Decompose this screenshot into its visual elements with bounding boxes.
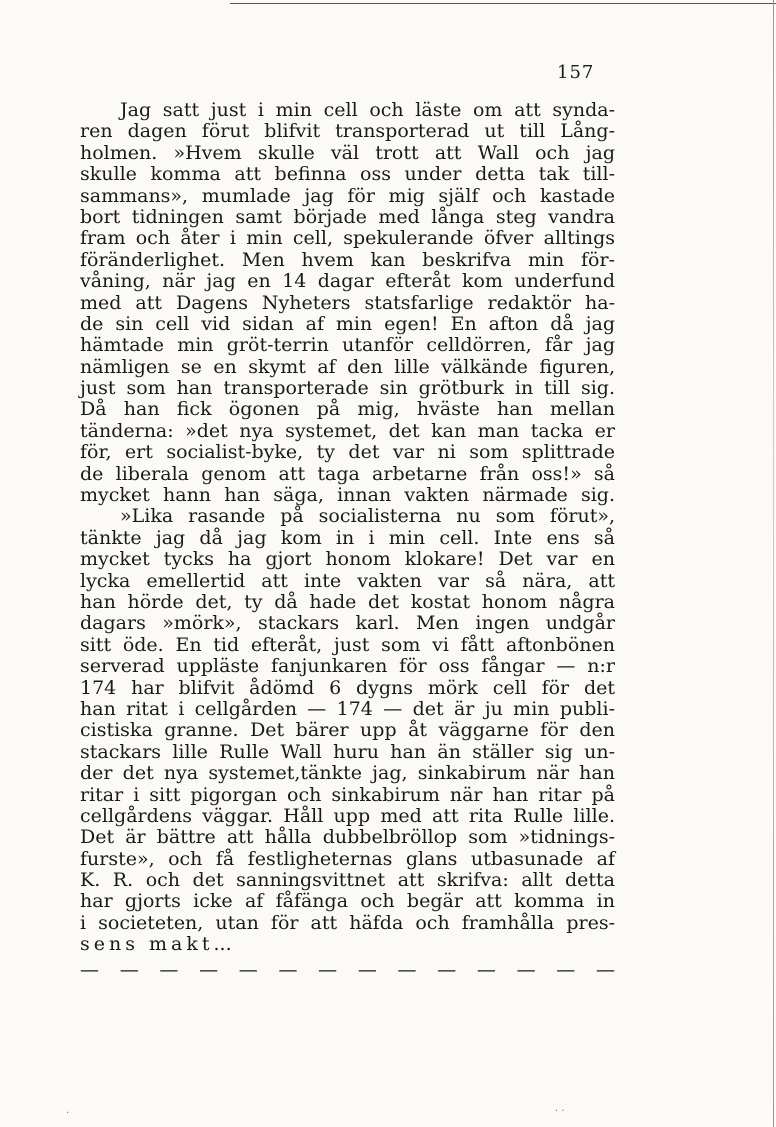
- text-line: cellgårdens väggar. Håll upp med att rita Rulle lille.: [80, 804, 615, 827]
- separator-dash: —: [199, 958, 219, 981]
- text-line: stackars lille Rulle Wall huru han än ställer sig un-: [80, 740, 615, 763]
- print-speck: ·: [66, 1108, 70, 1119]
- text-line: de sin cell vid sidan af min egen! En afton då jag: [80, 312, 615, 335]
- text-line: furste», och få festligheternas glans utbasunade af: [80, 847, 615, 870]
- text-line: våning, när jag en 14 dagar efteråt kom underfund: [80, 270, 615, 293]
- text-line: tänkte jag då jag kom in i min cell. Inte ens så: [80, 526, 615, 549]
- text-line: cistiska granne. Det bärer upp åt väggarne för den: [80, 719, 615, 742]
- text-line: för, ert socialist-byke, ty det var ni som splittrade: [80, 441, 615, 464]
- text-line: fram och åter i min cell, spekulerande öfver alltings: [80, 227, 615, 250]
- text-line: »Lika rasande på socialisterna nu som förut»,: [120, 505, 615, 528]
- text-line: K. R. och det sanningsvittnet att skrifva: allt detta: [80, 869, 615, 892]
- text-line: nämligen se en skymt af den lille välkände figuren,: [80, 355, 615, 378]
- text-line: tänderna: »det nya systemet, det kan man tacka er: [80, 419, 615, 442]
- separator-dash: —: [278, 958, 298, 981]
- text-line: hämtade min gröt-terrin utanför celldörren, får jag: [80, 334, 615, 357]
- separator-dash: —: [80, 958, 99, 981]
- text-line: sitt öde. En tid efteråt, just som vi fått aftonbönen: [80, 633, 615, 656]
- text-line: bort tidningen samt började med långa steg vandra: [80, 205, 615, 228]
- text-lines: [80, 100, 615, 934]
- text-line: holmen. »Hvem skulle väl trott att Wall och jag: [80, 141, 615, 164]
- text-line: lycka emellertid att inte vakten var så nära, att: [80, 569, 615, 592]
- separator-dash: —: [516, 958, 536, 981]
- text-line: föränderlighet. Men hvem kan beskrifva min för-: [80, 248, 615, 271]
- text-line: ren dagen förut blifvit transporterad ut till Lång-: [80, 120, 615, 143]
- text-line: serverad uppläste fanjunkaren för oss fångar — n:r: [80, 655, 615, 678]
- text-line-final: [80, 934, 615, 955]
- text-line: med att Dagens Nyheters statsfarlige redaktör ha-: [80, 291, 615, 314]
- separator-dash: —: [238, 958, 258, 981]
- text-line: ritar i sitt pigorgan och sinkabirum när han ritar på: [80, 783, 615, 806]
- text-line: Jag satt just i min cell och läste om att synda-: [120, 99, 615, 121]
- spaced-text: sens makt: [80, 933, 214, 956]
- text-line: mycket hann han säga, innan vakten närmade sig.: [80, 484, 615, 507]
- separator-dash: —: [119, 958, 139, 981]
- top-border-line: [230, 3, 776, 4]
- separator-dash: —: [159, 958, 179, 981]
- separator-dash: —: [556, 958, 576, 981]
- text-line: 174 har blifvit ådömd 6 dygns mörk cell för det: [80, 676, 615, 699]
- text-line: der det nya systemet,tänkte jag, sinkabirum när han: [80, 762, 615, 785]
- ellipsis: ...: [213, 933, 232, 956]
- body-text: [80, 100, 615, 980]
- separator-dash: —: [357, 958, 377, 981]
- text-line: mycket tycks ha gjort honom klokare! Det var en: [80, 548, 615, 571]
- separator-dash: —: [595, 958, 615, 981]
- separator-dash: —: [437, 958, 457, 981]
- page-number: 157: [557, 62, 595, 83]
- text-line: dagars »mörk», stackars karl. Men ingen undgår: [80, 612, 615, 635]
- text-line: de liberala genom att taga arbetarne från oss!» så: [80, 462, 615, 485]
- text-line: har gjorts icke af fåfänga och begär att komma in: [80, 890, 615, 913]
- text-line: han ritat i cellgården — 174 — det är ju min publi-: [80, 697, 615, 720]
- page-edge: [773, 0, 774, 1127]
- text-line: skulle komma att befinna oss under detta tak till-: [80, 163, 615, 186]
- separator-dash: —: [476, 958, 496, 981]
- print-speck: · ·: [555, 1106, 565, 1117]
- text-line: i societeten, utan för att häfda och framhålla pres-: [80, 911, 615, 934]
- separator-dash-row: [80, 960, 615, 980]
- text-line: just som han transporterade sin grötburk in till sig.: [80, 377, 615, 400]
- separator-dash: —: [318, 958, 338, 981]
- text-line: Då han fick ögonen på mig, hväste han mellan: [80, 398, 615, 421]
- separator-dash: —: [397, 958, 417, 981]
- text-line: sammans», mumlade jag för mig själf och kastade: [80, 184, 615, 207]
- text-line: Det är bättre att hålla dubbelbröllop som »tidnings-: [80, 826, 615, 849]
- text-line: han hörde det, ty då hade det kostat honom några: [80, 590, 615, 613]
